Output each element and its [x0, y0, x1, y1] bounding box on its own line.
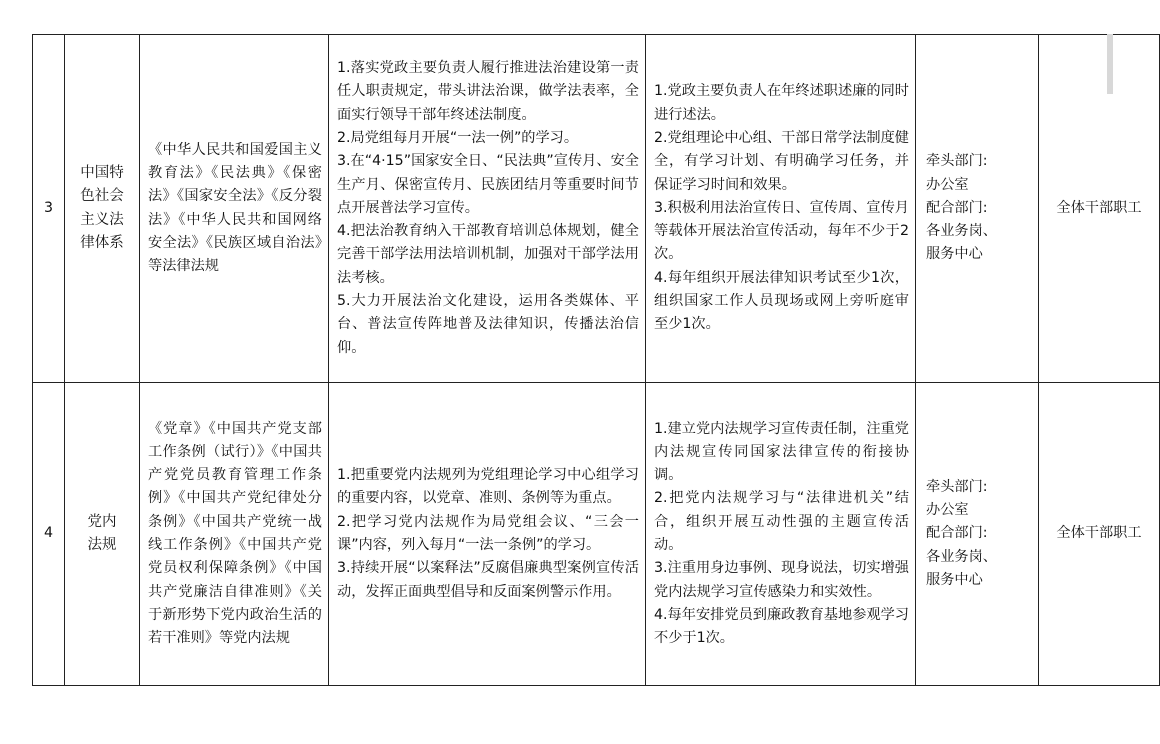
scrollbar[interactable]	[1107, 34, 1113, 94]
table-row	[33, 35, 1160, 383]
task-item: 3.注重用身边事例、现身说法，切实增强党内法规学习宣传感染力和实效性。	[654, 560, 909, 600]
measure-item: 3.持续开展“以案释法”反腐倡廉典型案例宣传活动，发挥正面典型倡导和反面案例警示作用。	[337, 560, 639, 600]
measure-item: 1.落实党政主要负责人履行推进法治建设第一责任人职责规定，带头讲法治课，做学法表率，全面实行领导干部年终述法制度。	[337, 60, 639, 123]
departments	[916, 35, 1039, 383]
task-item: 4.每年安排党员到廉政教育基地参观学习不少于1次。	[654, 606, 909, 647]
measure-item: 2.局党组每月开展“一法一例”的学习。	[337, 129, 579, 146]
dept-line: 牵头部门:	[926, 153, 988, 170]
dept-line: 配合部门:	[926, 199, 988, 216]
plan-table	[32, 34, 1160, 686]
dept-line: 各业务岗、	[926, 548, 997, 565]
dept-line: 配合部门:	[926, 525, 988, 542]
task-item: 3.积极利用法治宣传日、宣传周、宣传月等载体开展法治宣传活动，每年不少于2次。	[654, 199, 909, 263]
task-item: 2.党组理论中心组、干部日常学法制度健全，有学习计划、有明确学习任务，并保证学习时间和效果。	[654, 129, 909, 193]
dept-line: 服务中心	[926, 246, 983, 263]
law-area-line: 色社会	[80, 188, 124, 205]
measure-item: 1.把重要党内法规列为党组理论学习中心组学习的重要内容，以党章、准则、条例等为重点。	[337, 467, 639, 507]
tasks	[646, 35, 916, 383]
dept-line: 办公室	[926, 502, 969, 519]
law-area-line: 中国特	[80, 164, 124, 181]
law-area	[65, 383, 140, 686]
row-number: 3	[33, 35, 65, 383]
dept-line: 牵头部门:	[926, 478, 988, 495]
law-area-line: 党内	[87, 513, 117, 530]
row-number: 4	[33, 383, 65, 686]
measures	[329, 35, 646, 383]
tasks	[646, 383, 916, 686]
task-item: 4.每年组织开展法律知识考试至少1次，组织国家工作人员现场或网上旁听庭审至少1次。	[654, 269, 909, 333]
task-item: 2.把党内法规学习与“法律进机关”结合，组织开展互动性强的主题宣传活动。	[654, 490, 909, 553]
dept-line: 各业务岗、	[926, 223, 997, 240]
measure-item: 4.把法治教育纳入干部教育培训总体规划，健全完善干部学法用法培训机制，加强对干部学法用法考核。	[337, 223, 639, 286]
target-audience: 全体干部职工	[1039, 383, 1160, 686]
law-area-line: 主义法	[80, 211, 124, 228]
laws-list: 《党章》《中国共产党支部工作条例（试行）》《中国共产党党员教育管理工作条例》《中国共产党纪律处分条例》《中国共产党统一战线工作条例》《中国共产党党员权利保障条例》《中国共产党廉洁自律准则》《关于新形势下党内政治生活的若干准则》等党内法规	[140, 383, 329, 686]
task-item: 1.建立党内法规学习宣传责任制，注重党内法规宣传同国家法律宣传的衔接协调。	[654, 420, 909, 484]
law-area-line: 法规	[87, 537, 117, 553]
departments	[916, 383, 1039, 686]
laws-list: 《中华人民共和国爱国主义教育法》《民法典》《保密法》《国家安全法》《反分裂法》《中华人民共和国网络安全法》《民族区域自治法》等法律法规	[140, 35, 329, 383]
measure-item: 5.大力开展法治文化建设，运用各类媒体、平台、普法宣传阵地普及法律知识，传播法治信仰。	[337, 293, 639, 356]
dept-line: 办公室	[926, 176, 969, 193]
target-audience: 全体干部职工	[1039, 35, 1160, 383]
law-area-line: 律体系	[80, 234, 124, 251]
table-row	[33, 383, 1160, 686]
measures	[329, 383, 646, 686]
measure-item: 3.在“4·15”国家安全日、“民法典”宣传月、安全生产月、保密宣传月、民族团结月等重要时间节点开展普法学习宣传。	[337, 153, 639, 216]
law-area	[65, 35, 140, 383]
task-item: 1.党政主要负责人在年终述职述廉的同时进行述法。	[654, 83, 909, 123]
measure-item: 2.把学习党内法规作为局党组会议、“三会一课”内容，列入每月“一法一条例”的学习。	[337, 513, 639, 553]
dept-line: 服务中心	[926, 571, 983, 588]
